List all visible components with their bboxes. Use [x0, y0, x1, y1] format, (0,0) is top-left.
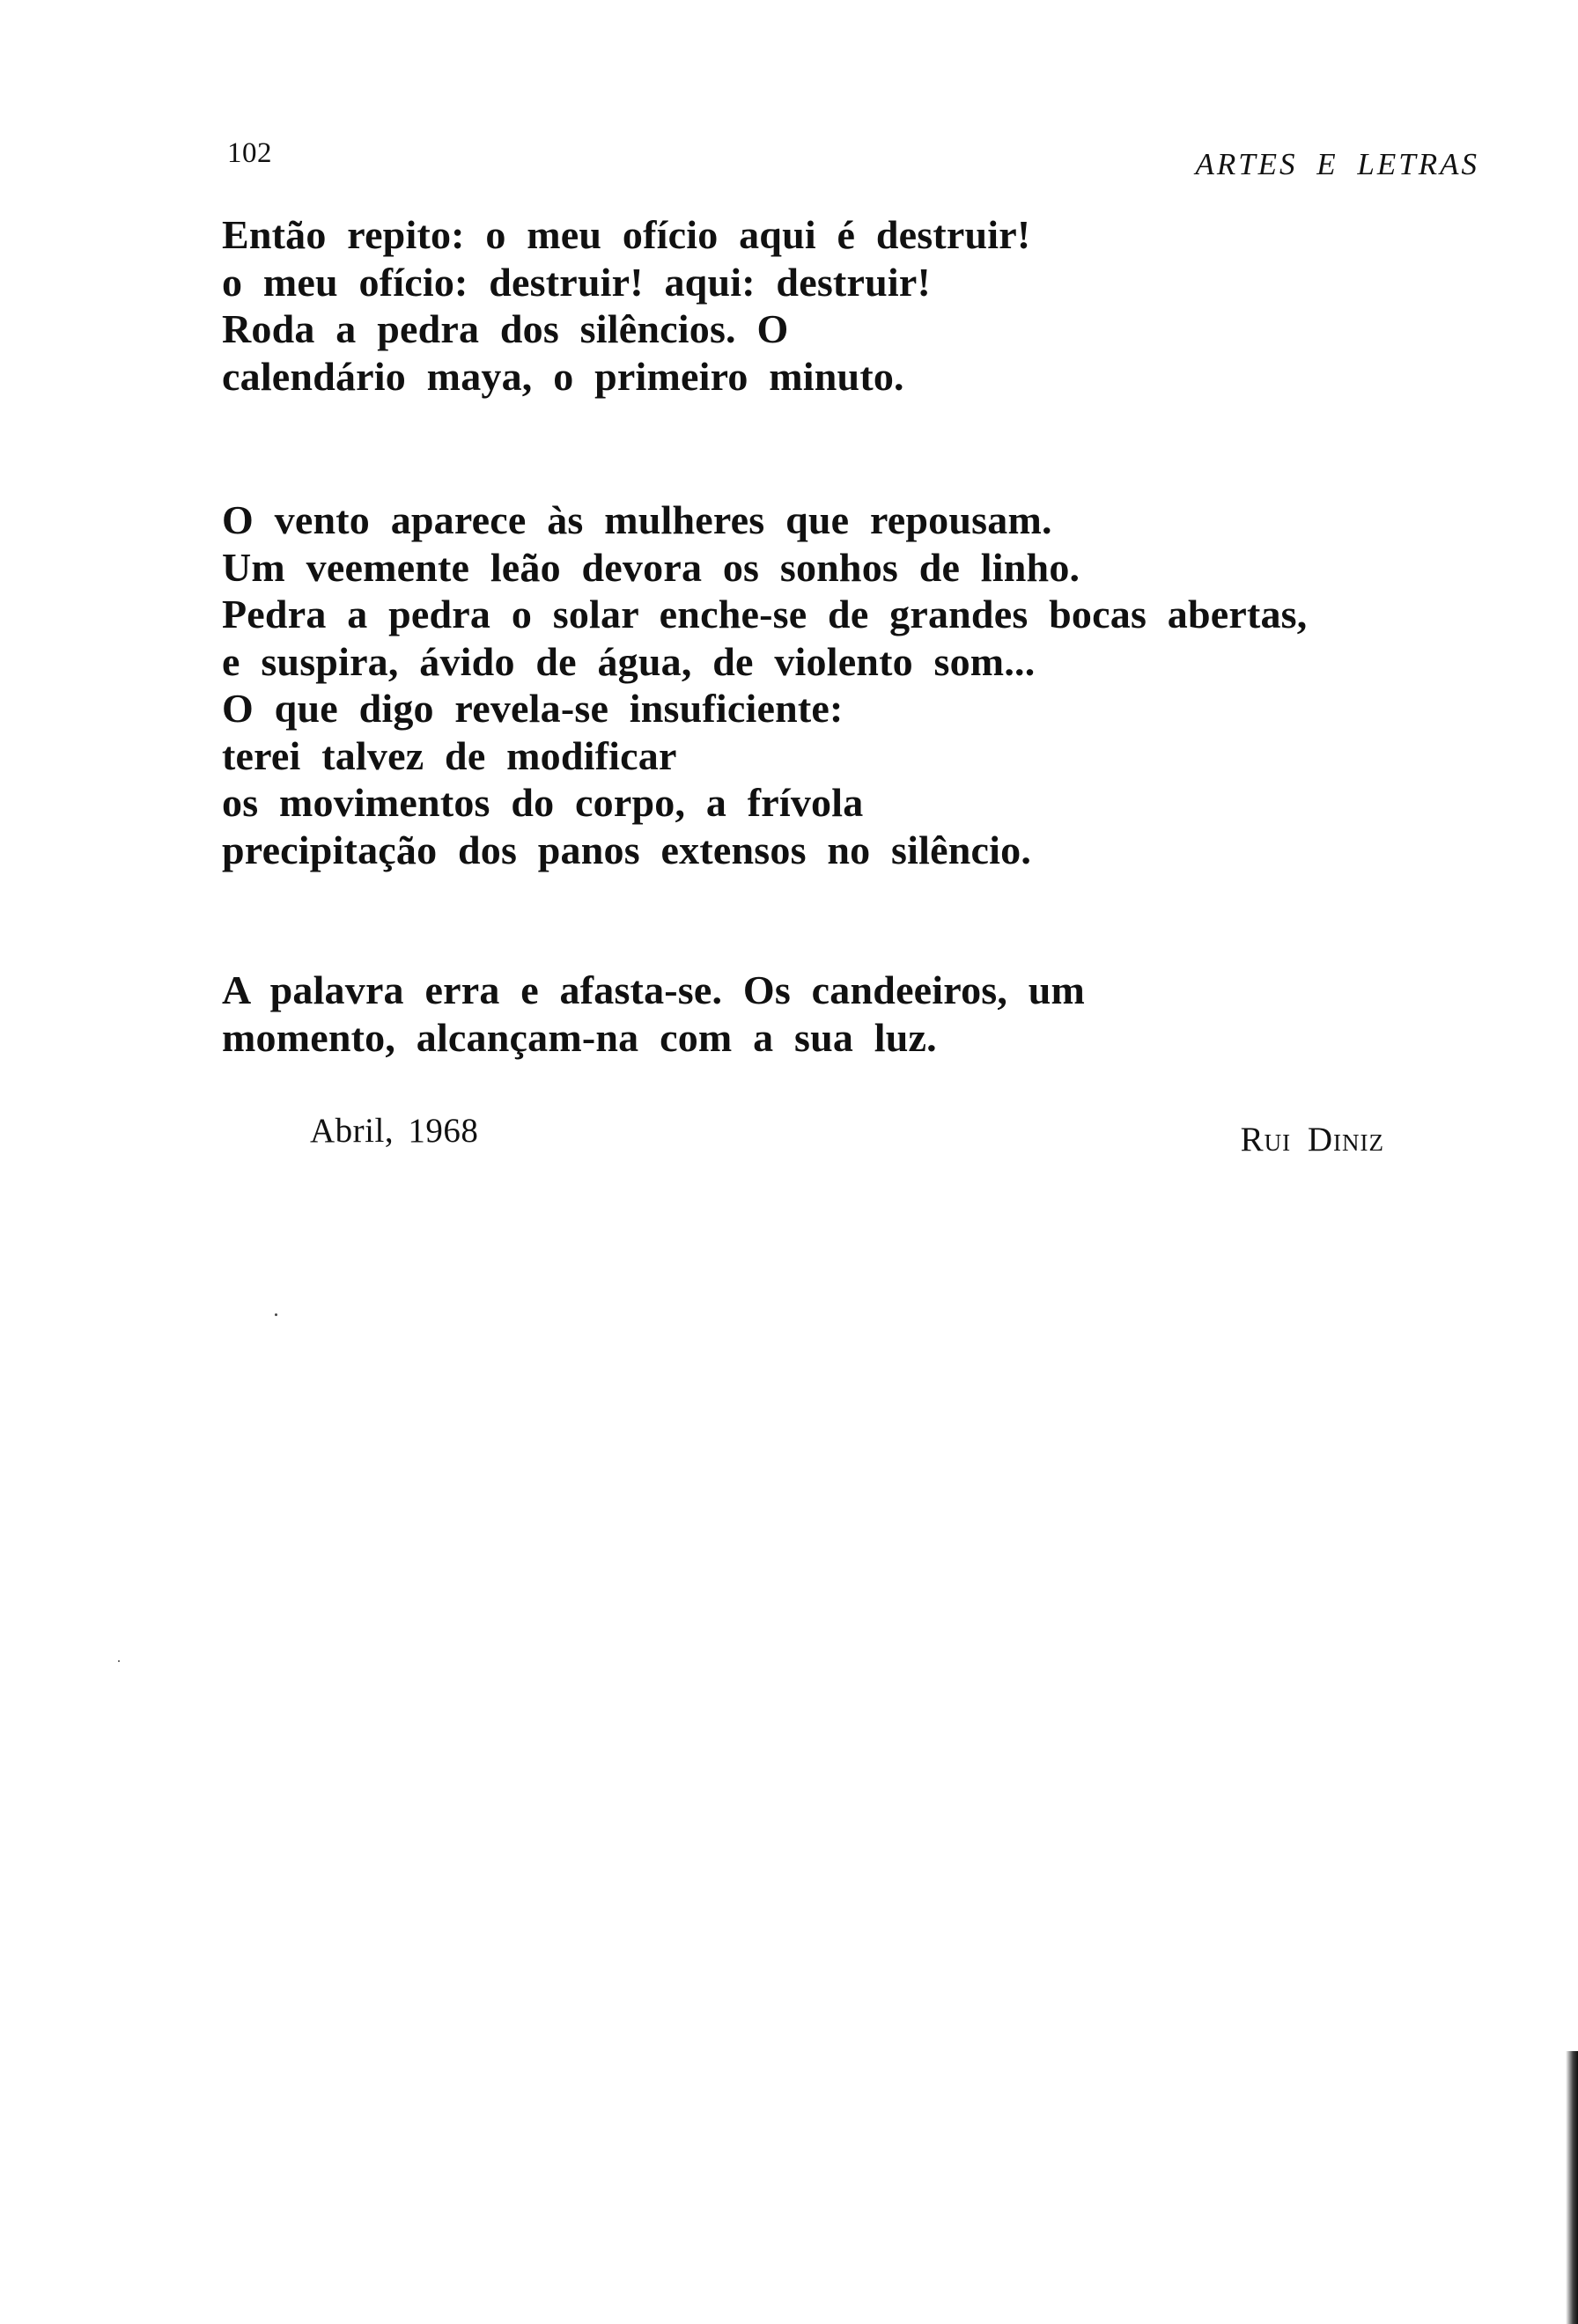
page-edge-shadow	[1566, 2051, 1578, 2324]
poem-line: Então repito: o meu ofício aqui é destruir!	[222, 212, 1031, 257]
poem-line: calendário maya, o primeiro minuto.	[222, 353, 904, 399]
poem-line: terei talvez de modificar	[222, 732, 677, 778]
poem-line: momento, alcançam-na com a sua luz.	[222, 1014, 937, 1060]
poem-line: precipitação dos panos extensos no silêncio.	[222, 827, 1032, 872]
scan-speck	[275, 1313, 277, 1316]
poem-line: Roda a pedra dos silêncios. O	[222, 306, 789, 351]
stanza	[222, 211, 1030, 400]
author-signature: Rui Diniz	[1240, 1121, 1384, 1158]
poem-date: Abril, 1968	[310, 1112, 479, 1150]
stanza	[222, 967, 1085, 1061]
running-head: ARTES E LETRAS	[1195, 147, 1479, 181]
poem-line: A palavra erra e afasta-se. Os candeeiros, um	[222, 967, 1086, 1012]
poem-line: O que digo revela-se insuficiente:	[222, 686, 844, 731]
poem-line: os movimentos do corpo, a frívola	[222, 780, 864, 825]
page-number: 102	[227, 137, 272, 169]
poem-line: o meu ofício: destruir! aqui: destruir!	[222, 259, 931, 305]
scan-speck	[118, 1660, 120, 1662]
poem-line: Um veemente leão devora os sonhos de linho.	[222, 544, 1080, 590]
poem-line: Pedra a pedra o solar enche-se de grandes bocas abertas,	[222, 592, 1308, 636]
poem-line: e suspira, ávido de água, de violento som...	[222, 638, 1036, 684]
stanza	[222, 496, 1307, 873]
poem-line: O vento aparece às mulheres que repousam.	[222, 497, 1052, 542]
